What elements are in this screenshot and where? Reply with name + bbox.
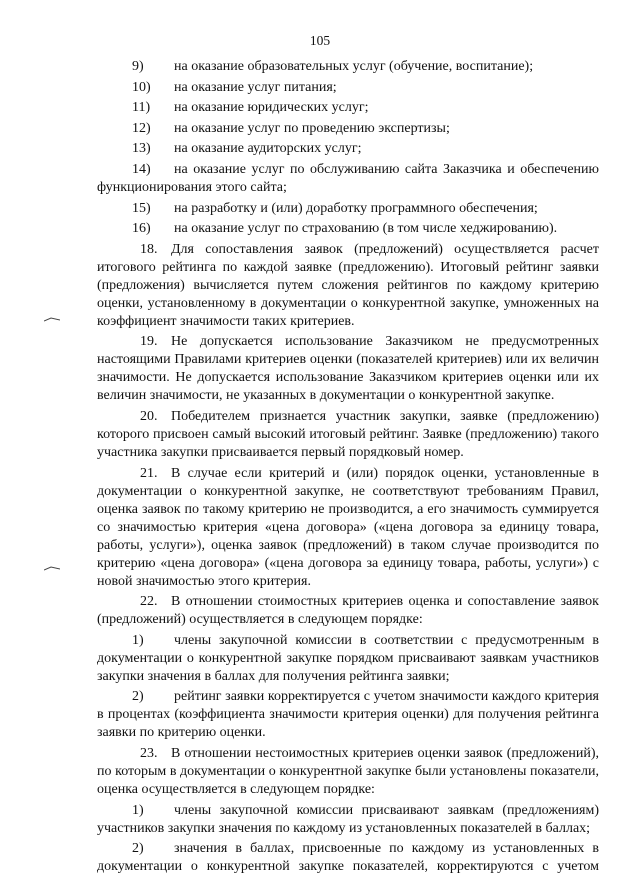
paragraph-number: 19.: [140, 334, 158, 350]
list-item: [97, 220, 599, 238]
item-number: 2): [132, 841, 144, 857]
list-item: [97, 161, 599, 197]
paragraph-number: 20.: [140, 408, 158, 424]
paragraph-text: В случае если критерий и (или) порядок оценки, установленные в документации о конкурентной закупке, не соответствуют требованиям Правил, оценка заявок по такому критерию не производится, а его значимость суммируется со значимостью критерия «цена договора» («цена договора за единицу товара, работы, услуги»), оценка заявок (предложений) в таком случае производится по критерию «цена договора» («цена договора за единицу товара, работы, услуги») с новой значимостью этого критерия.: [97, 465, 599, 589]
item-number: 14): [132, 161, 151, 177]
item-number: 11): [132, 100, 151, 116]
item-number: 13): [132, 141, 151, 157]
item-text: члены закупочной комиссии присваивают заявкам (предложениям) участников закупки значения по каждому из установленных показателей в баллах;: [97, 802, 599, 836]
paragraph: [97, 241, 599, 331]
paragraph-text: Победителем признается участник закупки, заявке (предложению) которого присвоен самый высокий итоговый рейтинг. Заявке (предложению) такого участника закупки присваивается первый порядковый номер.: [97, 408, 599, 460]
paragraph-text: Для сопоставления заявок (предложений) осуществляется расчет итогового рейтинга по каждой заявке (предложению). Итоговый рейтинг заявки (предложения) вычисляется путем сложения рейтингов по каждому критерию оценки, установленному в документации о конкурентной закупке, умноженных на коэффициент значимости таких критериев.: [97, 241, 599, 329]
item-number: 1): [132, 632, 144, 648]
item-number: 1): [132, 802, 144, 818]
document-body: [97, 58, 599, 879]
item-text: члены закупочной комиссии в соответствии с предусмотренным в документации о конкурентной закупке порядком присваивают заявкам участников закупки значения в баллах для получения рейтинга заявки;: [97, 632, 599, 684]
item-number: 10): [132, 79, 151, 95]
paragraph: [97, 465, 599, 591]
item-text: на оказание услуг по проведению экспертизы;: [174, 120, 450, 136]
item-text: на оказание аудиторских услуг;: [174, 141, 362, 157]
item-number: 2): [132, 689, 144, 705]
item-text: на разработку и (или) доработку программного обеспечения;: [174, 200, 538, 216]
paragraph-text: Не допускается использование Заказчиком не предусмотренных настоящими Правилами критериев оценки (показателей критериев) или их величин значимости. Не допускается использование Заказчиком критериев оценки или их величин значимости, не указанных в документации о конкурентной закупке.: [97, 334, 599, 404]
item-number: 9): [132, 59, 144, 74]
item-text: на оказание услуг питания;: [174, 79, 337, 95]
list-item: [97, 140, 599, 158]
paragraph-number: 21.: [140, 465, 158, 481]
list-item: [97, 632, 599, 686]
list-item: [97, 99, 599, 117]
list-item: [97, 79, 599, 97]
paragraph-number: 22.: [140, 594, 158, 610]
item-text: на оказание услуг по страхованию (в том числе хеджированию).: [174, 221, 558, 237]
page-number: 105: [309, 33, 331, 48]
paragraph-number: 18.: [140, 241, 158, 257]
margin-pencil-mark: [44, 566, 60, 571]
item-text: значения в баллах, присвоенные по каждому из установленных в документации о конкурентной закупке показателей, корректируются с учетом: [97, 841, 599, 875]
list-item: [97, 802, 599, 838]
item-number: 15): [132, 200, 151, 216]
item-number: 16): [132, 221, 151, 237]
list-item: [97, 200, 599, 218]
paragraph-text: В отношении стоимостных критериев оценка и сопоставление заявок (предложений) осуществляется в следующем порядке:: [97, 594, 599, 628]
item-text: рейтинг заявки корректируется с учетом значимости каждого критерия в процентах (коэффициента значимости критерия оценки) для получения рейтинга заявки по критерию оценки.: [97, 689, 599, 741]
item-text: на оказание юридических услуг;: [174, 100, 369, 116]
item-text: на оказание услуг по обслуживанию сайта Заказчика и обеспечению функционирования этого сайта;: [97, 161, 599, 195]
paragraph-text: В отношении нестоимостных критериев оценки заявок (предложений), по которым в документации о конкурентной закупке были установлены показатели, оценка осуществляется в следующем порядке:: [97, 745, 599, 797]
list-item: [97, 120, 599, 138]
list-item: [97, 840, 599, 876]
list-item: [97, 688, 599, 742]
item-number: 12): [132, 120, 151, 136]
paragraph: [97, 408, 599, 462]
item-text: на оказание образовательных услуг (обучение, воспитание);: [174, 59, 534, 74]
list-item: [97, 58, 599, 76]
paragraph: [97, 745, 599, 799]
paragraph: [97, 333, 599, 405]
paragraph: [97, 593, 599, 629]
margin-pencil-mark: [44, 317, 60, 322]
paragraph-number: 23.: [140, 745, 158, 761]
